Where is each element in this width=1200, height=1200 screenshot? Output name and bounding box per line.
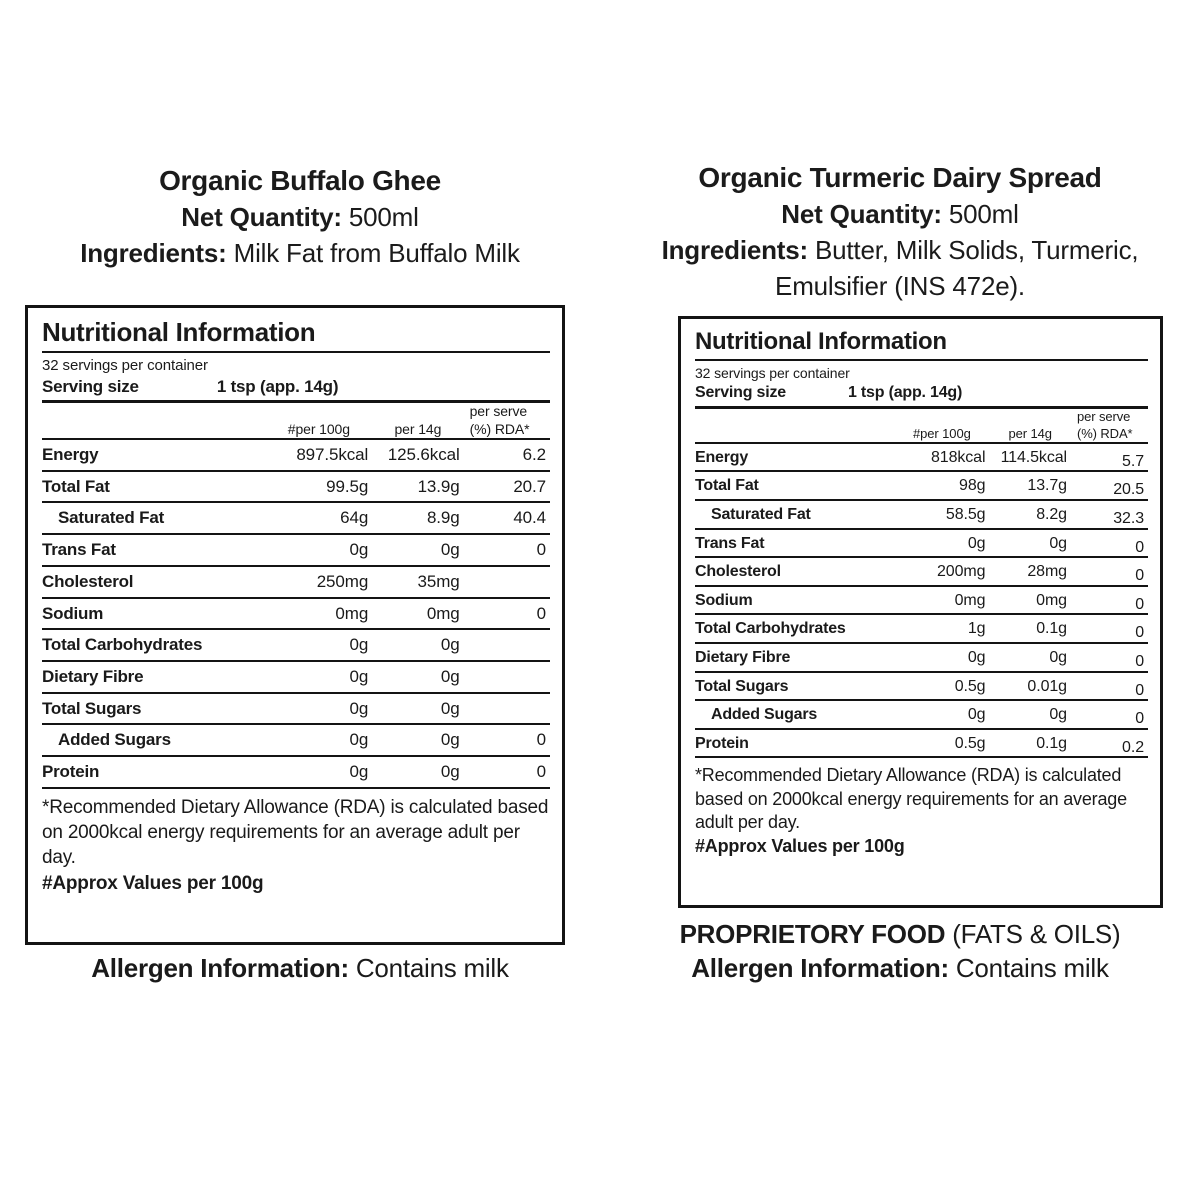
nutrient-name: Cholesterol [42, 566, 266, 598]
serving-size-label: Serving size [695, 384, 786, 402]
ingredients-line [10, 236, 590, 272]
table-row [42, 439, 550, 471]
value-per-14g: 114.5kcal [989, 443, 1071, 472]
serving-size-label: Serving size [42, 376, 139, 396]
value-per-100g: 0g [894, 643, 989, 672]
value-per-100g: 0g [266, 756, 373, 787]
value-per-100g: 0g [266, 724, 373, 756]
ingredients-line [610, 233, 1190, 269]
value-per-100g: 0mg [266, 598, 373, 630]
value-per-14g: 0g [372, 693, 463, 725]
serving-size-value: 1 tsp (app. 14g) [216, 376, 339, 396]
table-row [695, 500, 1148, 529]
value-per-100g: 64g [266, 502, 373, 534]
value-per-100g: 98g [894, 471, 989, 500]
nutrient-name: Saturated Fat [695, 500, 894, 529]
value-per-100g: 0g [266, 629, 373, 661]
value-per-14g: 8.2g [989, 500, 1071, 529]
table-row [695, 672, 1148, 701]
value-rda: 6.2 [464, 439, 550, 471]
value-rda: 32.3 [1071, 500, 1148, 529]
ingredients-value: Butter, Milk Solids, Turmeric, [815, 234, 1139, 265]
nutrient-name: Sodium [42, 598, 266, 630]
value-rda: 0 [1071, 529, 1148, 558]
col-header-rda-line2: (%) RDA* [1076, 425, 1133, 441]
col-header-per-100g: #per 100g [287, 420, 350, 437]
nutrient-name: Trans Fat [42, 534, 266, 566]
table-row [42, 661, 550, 693]
nutrient-name: Dietary Fibre [695, 643, 894, 672]
allergen-label: Allergen Information: [691, 953, 949, 983]
nutrient-name: Added Sugars [42, 724, 266, 756]
value-per-100g: 897.5kcal [266, 439, 373, 471]
nutrient-name: Total Carbohydrates [42, 629, 266, 661]
nutrient-name: Energy [42, 439, 266, 471]
value-per-100g: 0mg [894, 586, 989, 615]
table-row [695, 443, 1148, 472]
col-header-rda [464, 403, 550, 439]
col-header-rda-line1: per serve [1076, 409, 1131, 425]
table-column-headers [695, 409, 1148, 443]
value-per-14g: 35mg [372, 566, 463, 598]
col-header-name [695, 409, 894, 443]
nutrient-name: Cholesterol [695, 557, 894, 586]
table-row [42, 471, 550, 503]
ingredients-label: Ingredients: [80, 237, 227, 268]
value-per-100g: 99.5g [266, 471, 373, 503]
value-per-100g: 250mg [266, 566, 373, 598]
col-header-rda-line2: (%) RDA* [469, 420, 530, 437]
table-row [695, 729, 1148, 757]
value-per-100g: 0g [266, 661, 373, 693]
value-per-100g: 200mg [894, 557, 989, 586]
table-row [695, 700, 1148, 729]
net-quantity-label: Net Quantity: [181, 201, 342, 232]
servings-per-container: 32 servings per container [42, 356, 208, 374]
table-row [695, 471, 1148, 500]
value-per-14g: 0g [372, 661, 463, 693]
nutrient-name: Total Carbohydrates [695, 614, 894, 643]
col-header-per-100g: #per 100g [913, 425, 971, 441]
value-per-14g: 0.01g [989, 672, 1071, 701]
net-quantity-value: 500ml [348, 201, 419, 232]
proprietary-food-suffix: (FATS & OILS) [952, 919, 1121, 949]
product-header [10, 163, 590, 272]
allergen-value: Contains milk [355, 953, 509, 983]
table-row [695, 586, 1148, 615]
value-rda: 5.7 [1071, 443, 1148, 472]
value-per-14g: 0.1g [989, 614, 1071, 643]
value-rda: 0 [464, 534, 550, 566]
value-per-100g: 0g [266, 534, 373, 566]
table-row [42, 693, 550, 725]
value-per-14g: 0g [372, 534, 463, 566]
value-per-100g: 58.5g [894, 500, 989, 529]
nutrient-name: Total Sugars [42, 693, 266, 725]
nutrient-name: Saturated Fat [42, 502, 266, 534]
nutrition-heading: Nutritional Information [695, 328, 947, 355]
allergen-label: Allergen Information: [91, 953, 349, 983]
col-header-rda-line1: per serve [469, 403, 528, 420]
rda-footnote [695, 758, 1148, 859]
net-quantity-line [610, 197, 1190, 233]
value-rda: 40.4 [464, 502, 550, 534]
nutrient-name: Energy [695, 443, 894, 472]
ingredients-line-2: Emulsifier (INS 472e). [775, 270, 1025, 301]
value-rda: 0.2 [1071, 729, 1148, 757]
table-row [42, 756, 550, 787]
col-header-per-14g: per 14g [394, 420, 442, 437]
nutrient-name: Total Fat [695, 471, 894, 500]
value-rda [464, 566, 550, 598]
table-row [42, 598, 550, 630]
table-row [695, 643, 1148, 672]
value-rda: 0 [1071, 700, 1148, 729]
product-title: Organic Buffalo Ghee [159, 165, 441, 196]
nutrition-heading: Nutritional Information [42, 317, 316, 347]
serving-size-row [695, 383, 1148, 406]
value-rda: 0 [464, 724, 550, 756]
proprietary-food-label: PROPRIETORY FOOD [679, 919, 946, 949]
col-header-per-14g: per 14g [1008, 425, 1052, 441]
value-per-14g: 125.6kcal [372, 439, 463, 471]
nutrient-name: Protein [42, 756, 266, 787]
value-per-100g: 0g [894, 700, 989, 729]
ingredients-value: Milk Fat from Buffalo Milk [233, 237, 520, 268]
serving-size-value: 1 tsp (app. 14g) [847, 384, 963, 402]
value-rda: 0 [464, 756, 550, 787]
value-per-14g: 13.7g [989, 471, 1071, 500]
value-per-14g: 0g [989, 529, 1071, 558]
value-rda: 20.5 [1071, 471, 1148, 500]
nutrient-name: Total Fat [42, 471, 266, 503]
table-column-headers [42, 403, 550, 439]
rda-footnote-text: *Recommended Dietary Allowance (RDA) is calculated based on 2000kcal energy requirements for an average adult per day. [42, 796, 549, 869]
value-per-100g: 0.5g [894, 729, 989, 757]
nutrient-name: Added Sugars [695, 700, 894, 729]
value-per-14g: 0g [372, 756, 463, 787]
value-per-14g: 8.9g [372, 502, 463, 534]
value-per-100g: 0g [266, 693, 373, 725]
nutrient-name: Protein [695, 729, 894, 757]
col-header-name [42, 403, 266, 439]
table-row [42, 724, 550, 756]
nutrient-name: Total Sugars [695, 672, 894, 701]
value-per-14g: 0g [372, 629, 463, 661]
value-per-14g: 0g [989, 643, 1071, 672]
value-per-14g: 0g [989, 700, 1071, 729]
approx-values-note: #Approx Values per 100g [42, 873, 264, 895]
value-rda [464, 693, 550, 725]
value-rda: 0 [1071, 557, 1148, 586]
value-rda: 20.7 [464, 471, 550, 503]
value-per-14g: 0mg [989, 586, 1071, 615]
value-rda: 0 [1071, 586, 1148, 615]
value-per-100g: 0g [894, 529, 989, 558]
servings-per-container: 32 servings per container [695, 365, 850, 382]
table-row [695, 529, 1148, 558]
table-row [695, 557, 1148, 586]
value-rda: 0 [1071, 672, 1148, 701]
table-row [695, 614, 1148, 643]
product-title: Organic Turmeric Dairy Spread [698, 162, 1102, 193]
net-quantity-line [10, 200, 590, 236]
allergen-information [600, 952, 1200, 985]
table-row [42, 502, 550, 534]
table-row [42, 534, 550, 566]
nutrition-table [695, 409, 1148, 756]
value-per-14g: 0g [372, 724, 463, 756]
value-rda: 0 [1071, 614, 1148, 643]
value-per-14g: 28mg [989, 557, 1071, 586]
value-per-100g: 1g [894, 614, 989, 643]
allergen-information [0, 952, 600, 985]
rda-footnote [42, 789, 550, 897]
value-per-14g: 0mg [372, 598, 463, 630]
table-row [42, 629, 550, 661]
nutrient-name: Dietary Fibre [42, 661, 266, 693]
value-rda: 0 [464, 598, 550, 630]
allergen-value: Contains milk [955, 953, 1109, 983]
product-panel-turmeric-dairy-spread [600, 0, 1200, 1200]
net-quantity-value: 500ml [948, 198, 1019, 229]
rda-footnote-text: *Recommended Dietary Allowance (RDA) is calculated based on 2000kcal energy requirements for an average adult per day. [695, 765, 1127, 833]
product-header [610, 160, 1190, 305]
nutrition-facts-box [678, 316, 1163, 908]
approx-values-note: #Approx Values per 100g [695, 836, 905, 857]
value-rda [464, 661, 550, 693]
value-per-14g: 13.9g [372, 471, 463, 503]
value-per-14g: 0.1g [989, 729, 1071, 757]
net-quantity-label: Net Quantity: [781, 198, 942, 229]
value-per-100g: 0.5g [894, 672, 989, 701]
nutrition-table [42, 403, 550, 787]
nutrient-name: Sodium [695, 586, 894, 615]
value-rda [464, 629, 550, 661]
table-row [42, 566, 550, 598]
value-per-100g: 818kcal [894, 443, 989, 472]
proprietary-food-line [600, 918, 1200, 951]
value-rda: 0 [1071, 643, 1148, 672]
nutrition-facts-box [25, 305, 565, 945]
ingredients-label: Ingredients: [661, 234, 808, 265]
serving-size-row [42, 376, 550, 400]
nutrient-name: Trans Fat [695, 529, 894, 558]
col-header-rda [1071, 409, 1148, 443]
